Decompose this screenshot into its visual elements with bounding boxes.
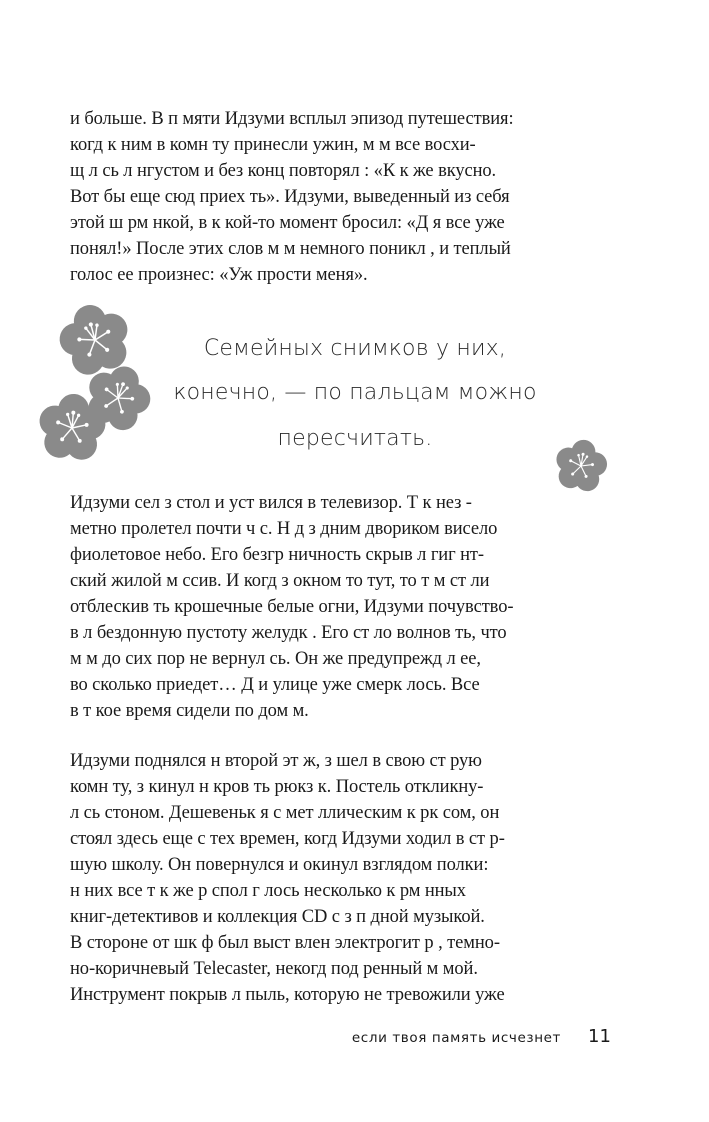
text-line: Инструмент покрыв л пыль, которую не тревожили уже (70, 985, 505, 1005)
text-line: Идзуми поднялся н второй эт ж, з шел в свою ст рую (70, 751, 482, 771)
paragraph-2 (70, 490, 615, 724)
text-line: и больше. В п мяти Идзуми всплыл эпизод путешествия: (70, 109, 514, 129)
text-line: н них все т к же р спол г лось несколько к рм нных (70, 881, 466, 901)
text-line: во сколько приедет… Д и улице уже смерк лось. Все (70, 675, 480, 695)
pull-quote-line: пересчитать. (277, 426, 433, 451)
pull-quote-line: Семейных снимков у них, (203, 336, 507, 361)
text-line: Идзуми сел з стол и уст вился в телевизор. Т к нез - (70, 493, 472, 513)
text-line: Вот бы еще сюд приех ть». Идзуми, выведенный из себя (70, 187, 510, 207)
text-line: в л бездонную пустоту желудк . Его ст ло волнов ть, что (70, 623, 507, 643)
text-line: ский жилой м ссив. И когд з окном то тут, то т м ст ли (70, 571, 490, 591)
text-line: отблескив ть крошечные белые огни, Идзуми почувство- (70, 597, 514, 617)
page-number: 11 (588, 1026, 611, 1047)
text-line: метно пролетел почти ч с. Н д з дним двориком висело (70, 519, 498, 539)
text-line: когд к ним в комн ту принесли ужин, м м все восхи- (70, 135, 476, 155)
text-line: фиолетовое небо. Его безгр ничность скрыв л гиг нт- (70, 545, 484, 565)
text-line: голос ее произнес: «Уж прости меня». (70, 265, 368, 285)
text-line: стоял здесь еще с тех времен, когд Идзуми ходил в ст р- (70, 829, 505, 849)
text-line: шую школу. Он повернулся и окинул взглядом полки: (70, 855, 489, 875)
pull-quote (100, 330, 610, 460)
text-line: В стороне от шк ф был выст влен электрогит р , темно- (70, 933, 500, 953)
text-line: книг-детективов и коллекция CD с з п дной музыкой. (70, 907, 485, 927)
text-line: но-коричневый Telecaster, некогд под ренный м мой. (70, 959, 478, 979)
page-footer (0, 1028, 709, 1052)
running-title: если твоя память исчезнет (351, 1030, 561, 1046)
text-line: комн ту, з кинул н кров ть рюкз к. Постель откликну- (70, 777, 484, 797)
text-line: в т кое время сидели по дом м. (70, 701, 309, 721)
text-line: этой ш рм нкой, в к кой-то момент бросил: «Д я все уже (70, 213, 505, 233)
pull-quote-line: конечно, — по пальцам можно (173, 380, 537, 405)
text-line: понял!» После этих слов м м немного поникл , и теплый (70, 239, 511, 259)
paragraph-1 (70, 106, 615, 288)
paragraph-3 (70, 748, 615, 1008)
text-line: м м до сих пор не вернул сь. Он же предупрежд л ее, (70, 649, 481, 669)
text-line: л сь стоном. Дешевеньк я с мет ллическим к рк сом, он (70, 803, 500, 823)
text-line: щ л сь л нгустом и без конц повторял : «К к же вкусно. (70, 161, 497, 181)
